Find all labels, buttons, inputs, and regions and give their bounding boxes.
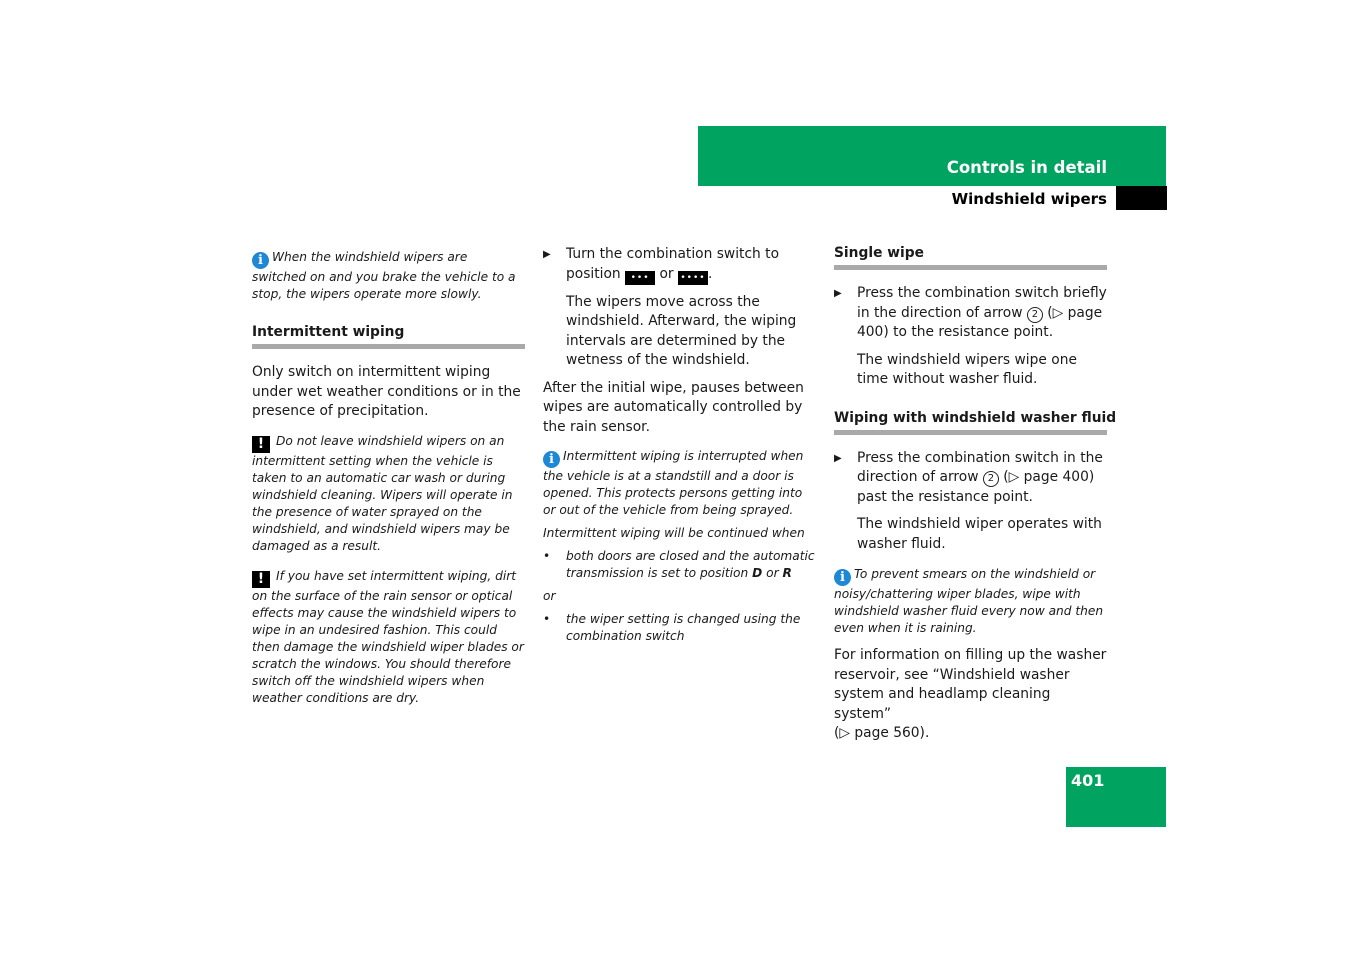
heading-single-wipe: Single wipe bbox=[834, 245, 1107, 270]
heading-intermittent-wiping: Intermittent wiping bbox=[252, 324, 525, 349]
step-result: The windshield wiper operates with washer fluid. bbox=[857, 516, 1102, 552]
heading-washer-wiping: Wiping with windshield washer fluid bbox=[834, 410, 1107, 435]
switch-position-symbol: ••• bbox=[625, 271, 655, 285]
info-icon: i bbox=[543, 451, 560, 468]
warning-icon: ! bbox=[252, 436, 270, 453]
switch-position-symbol: •••• bbox=[678, 271, 708, 285]
header-marker bbox=[1116, 186, 1167, 210]
paragraph: After the initial wipe, pauses between wipes are automatically controlled by the rain sensor. bbox=[543, 379, 804, 435]
step-item: ▶ Press the combination switch briefly in the direction of arrow 2 (▷ page 400) to the resistance point. bbox=[834, 284, 1107, 343]
column-3 bbox=[834, 245, 1117, 744]
warning-note: ! If you have set intermittent wiping, dirt on the surface of the rain sensor or optical effects may cause the windshield wipers to wipe in an undesired fashion. This could then damage the windshield wiper blades or scratch the windows. You should therefore switch off the windshield wipers when weather conditions are dry. bbox=[252, 568, 524, 705]
step-result: The windshield wipers wipe one time without washer fluid. bbox=[857, 351, 1077, 387]
step-item: ▶ Turn the combination switch to position ••• or •••• . bbox=[543, 246, 780, 283]
warning-note: ! Do not leave windshield wipers on an intermittent setting when the vehicle is taken to an automatic car wash or during windshield cleaning. Wipers will operate in the presence of water sprayed on the windshield, and windshield wipers may be damaged as a result. bbox=[252, 433, 513, 553]
header-band bbox=[698, 126, 1166, 186]
triangle-bullet-icon: ▶ bbox=[543, 249, 551, 260]
paragraph: For information on filling up the washer reservoir, see “Windshield washer system and headlamp cleaning system” (▷ page 560). bbox=[834, 647, 1107, 741]
bullet-dot-icon: • bbox=[543, 549, 551, 563]
info-icon: i bbox=[252, 252, 269, 269]
info-note: i To prevent smears on the windshield or noisy/chattering wiper blades, wipe with windshield washer fluid every now and then even when it is raining. bbox=[834, 567, 1104, 635]
step-item: ▶ Press the combination switch in the direction of arrow 2 (▷ page 400) past the resistance point. bbox=[834, 449, 1107, 508]
column-1 bbox=[252, 245, 525, 707]
paragraph: Only switch on intermittent wiping under wet weather conditions or in the presence of precipitation. bbox=[252, 364, 521, 419]
column-2 bbox=[543, 245, 816, 645]
triangle-bullet-icon: ▶ bbox=[834, 288, 842, 299]
step-result: The wipers move across the windshield. Afterward, the wiping intervals are determined by the wetness of the windshield. bbox=[566, 293, 797, 368]
page-reference: (▷ page 560). bbox=[834, 725, 930, 741]
section-title: Controls in detail bbox=[946, 158, 1107, 177]
list-item: • the wiper setting is changed using the combination switch bbox=[543, 612, 801, 643]
warning-icon: ! bbox=[252, 571, 270, 588]
info-note: i When the windshield wipers are switched on and you brake the vehicle to a stop, the wipers operate more slowly. bbox=[252, 250, 516, 301]
arrow-number-icon: 2 bbox=[983, 471, 999, 487]
or-separator: or bbox=[543, 589, 556, 603]
info-note: i Intermittent wiping is interrupted when the vehicle is at a standstill and a door is opened. This protects persons getting into or out of the vehicle from being sprayed. bbox=[543, 449, 804, 517]
continuation-note: Intermittent wiping will be continued when bbox=[543, 526, 805, 540]
page-number: 401 bbox=[1071, 771, 1105, 790]
bullet-dot-icon: • bbox=[543, 612, 551, 626]
subsection-title: Windshield wipers bbox=[951, 190, 1107, 208]
list-item: • both doors are closed and the automatic transmission is set to position D or R bbox=[543, 549, 815, 580]
triangle-bullet-icon: ▶ bbox=[834, 452, 842, 464]
info-icon: i bbox=[834, 569, 851, 586]
arrow-number-icon: 2 bbox=[1027, 307, 1043, 323]
